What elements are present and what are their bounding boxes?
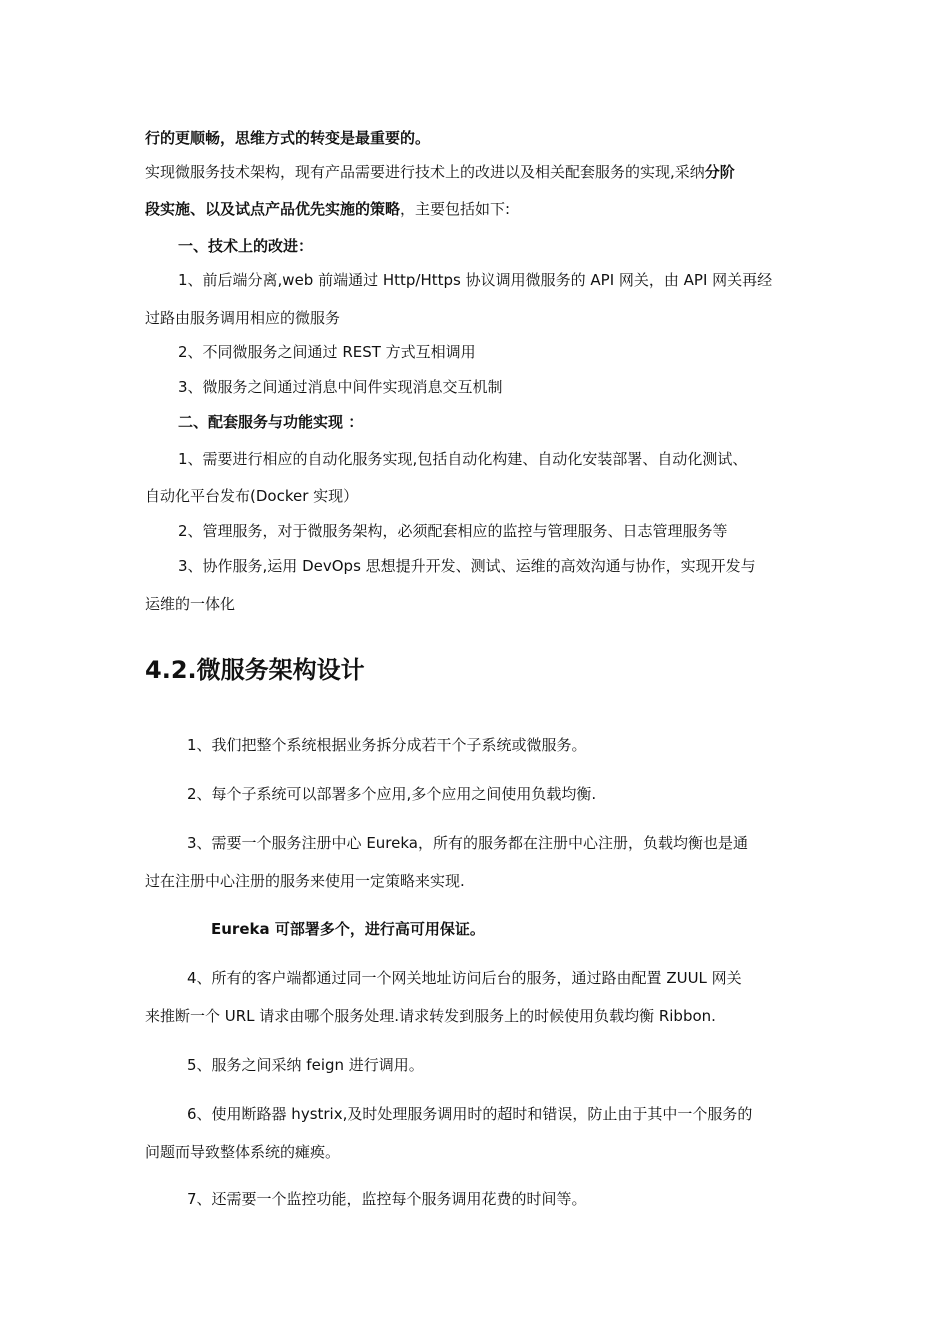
list-item-continuation: 来推断一个 URL 请求由哪个服务处理.请求转发到服务上的时候使用负载均衡 Ribbon. xyxy=(145,1007,716,1025)
emphasis-text: 段实施、以及试点产品优先实施的策略 xyxy=(145,200,401,218)
list-item: 1、需要进行相应的自动化服务实现,包括自动化构建、自动化安装部署、自动化测试、 xyxy=(178,450,748,468)
list-item: 3、微服务之间通过消息中间件实现消息交互机制 xyxy=(178,378,503,396)
list-item: 6、使用断路器 hystrix,及时处理服务调用时的超时和错误，防止由于其中一个服务的 xyxy=(187,1105,753,1123)
list-item: 3、协作服务,运用 DevOps 思想提升开发、测试、运维的高效沟通与协作，实现开发与 xyxy=(178,557,756,575)
intro-line: 行的更顺畅，思维方式的转变是最重要的。 xyxy=(145,129,431,147)
list-item: 4、所有的客户端都通过同一个网关地址访问后台的服务，通过路由配置 ZUUL 网关 xyxy=(187,969,742,987)
paragraph-line xyxy=(145,162,735,182)
list-item: 2、不同微服务之间通过 REST 方式互相调用 xyxy=(178,343,476,361)
section-title: 4.2.微服务架构设计 xyxy=(145,656,365,684)
list-item: 1、我们把整个系统根据业务拆分成若干个子系统或微服务。 xyxy=(187,736,587,754)
paragraph-line xyxy=(145,199,510,219)
list-item-continuation: 自动化平台发布(Docker 实现） xyxy=(145,487,359,505)
list-item: 5、服务之间采纳 feign 进行调用。 xyxy=(187,1056,424,1074)
emphasis-text: 分阶 xyxy=(704,163,735,181)
list-item-continuation: 过路由服务调用相应的微服务 xyxy=(145,309,341,327)
paragraph-text: 实现微服务技术架构，现有产品需要进行技术上的改进以及相关配套服务的实现,采纳 xyxy=(145,163,705,181)
list-item-continuation: 过在注册中心注册的服务来使用一定策略来实现. xyxy=(145,872,465,890)
list-item-continuation: 运维的一体化 xyxy=(145,595,236,613)
list-item: 2、每个子系统可以部署多个应用,多个应用之间使用负载均衡. xyxy=(187,785,597,803)
paragraph-text: ，主要包括如下: xyxy=(400,200,511,218)
list-item-continuation: 问题而导致整体系统的瘫痪。 xyxy=(145,1143,341,1161)
section-heading: 二、配套服务与功能实现 ： xyxy=(178,413,364,431)
list-item: 1、前后端分离,web 前端通过 Http/Https 协议调用微服务的 API 网关，由 API 网关再经 xyxy=(178,271,773,289)
note-text: Eureka 可部署多个，进行高可用保证。 xyxy=(211,920,485,938)
list-item: 3、需要一个服务注册中心 Eureka，所有的服务都在注册中心注册，负载均衡也是通 xyxy=(187,834,748,852)
section-heading: 一、技术上的改进： xyxy=(178,237,314,255)
list-item: 7、还需要一个监控功能，监控每个服务调用花费的时间等。 xyxy=(187,1190,587,1208)
list-item: 2、管理服务，对于微服务架构，必须配套相应的监控与管理服务、日志管理服务等 xyxy=(178,522,728,540)
